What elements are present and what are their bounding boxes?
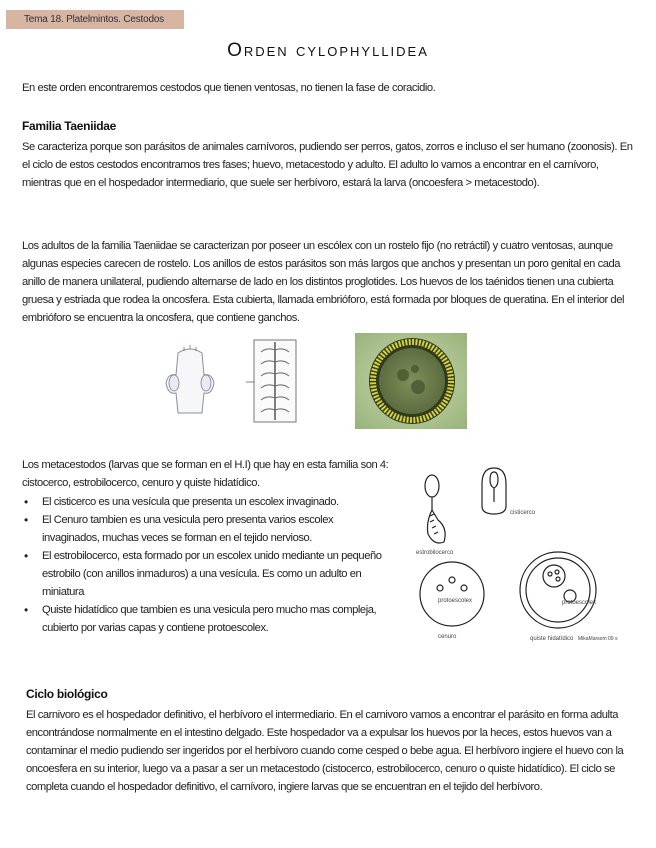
cycle-heading: Ciclo biológico bbox=[26, 687, 108, 701]
label-quiste: quiste hidatídico bbox=[530, 636, 574, 642]
metacestodes-intro: Los metacestodos (larvas que se forman en el H.I) que hay en esta familia son 4: cistocerco, estrobilocerco, cenuro y quiste hidatídico. bbox=[22, 459, 389, 489]
metacestodes-list bbox=[22, 493, 392, 637]
topic-chip: Tema 18. Platelmintos. Cestodos bbox=[6, 10, 184, 29]
family-heading: Familia Taeniidae bbox=[22, 119, 117, 133]
family-paragraph-2: Los adultos de la familia Taeniidae se caracterizan por poseer un escólex con un rostelo fijo (no retráctil) y cuatro ventosas, aunque algunas especies carecen de rostelo. Los anillos de estos parásitos son más largos que anchos y presentan un poro genital en cada anillo de manera unilateral, pudiendo alternarse de lado en los distintos proglotides. Los huevos de los taénidos tienen una cubierta gruesa y estriada que rodea la oncosfera. Esta cubierta, llamada embrióforo, está formada por bloques de queratina. En el interior del embrióforo se encuentra la oncosfera, que contiene ganchos. bbox=[22, 240, 625, 324]
egg-micrograph bbox=[355, 333, 467, 429]
page-title: Orden cylophyllidea bbox=[227, 40, 429, 61]
list-item: • El cisticerco es una vesícula que presenta un escolex invaginado. bbox=[22, 493, 392, 511]
list-item: • El estrobilocerco, esta formado por un escolex unido mediante un pequeño estrobilo (con anillos inmaduros) a una vesícula. Es como un adulto en miniatura bbox=[22, 547, 392, 601]
label-estrobilocerco: estrobilocerco bbox=[416, 550, 454, 556]
proglottid-illustration bbox=[240, 336, 310, 426]
list-item: • Quiste hidatídico que tambien es una vesicula pero mucho mas compleja, cubierto por varias capas y contiene protoescolex. bbox=[22, 601, 392, 637]
label-protoescolex: protoescolex bbox=[438, 598, 473, 604]
family-paragraph-1: Se caracteriza porque son parásitos de animales carnívoros, pudiendo ser perros, gatos, zorros e incluso el ser humano (zoonosis). En el ciclo de estos cestodos encontramos tres fases; huevo, metacestodo y adulto. El adulto lo vamos a encontrar en el carnívoro, mientras que en el hospedador intermediario, que suele ser herbívoro, estará la larva (oncoesfera > metacestodo). bbox=[22, 141, 633, 189]
metacestodes-diagram bbox=[412, 462, 620, 646]
scolex-illustration bbox=[160, 345, 220, 415]
intro-paragraph: En este orden encontraremos cestodos que tienen ventosas, no tienen la fase de coracidio. bbox=[22, 82, 436, 94]
label-cenuro: cenuro bbox=[438, 634, 457, 640]
figure-credit: MikaMarsom 09 s bbox=[578, 636, 618, 642]
cycle-paragraph: El carnivoro es el hospedador definitivo, el herbívoro el intermediario. En el carnivoro vamos a encontrar el parásito en forma adulta encontrándose normalmente en el intestino delgado. Este hospedador va a expulsar los huevos por la heces, estos huevos van a contaminar el medio pudiendo ser ingeridos por el herbívoro cuando come cesped o bebe agua. El herbívoro ingiere el huevo con la oncoesfera en su interior, luego va a pasar a ser un metacestodo (cistocerco, estrobilocerco, cenuro o quiste hidatídico). El ciclo se completa cuando el hospedador definitivo, el carnívoro, ingiere larvas que se encuentran en el tejido del herbívoro. bbox=[26, 709, 624, 793]
list-item: • El Cenuro tambien es una vesicula pero presenta varios escolex invaginados, muchas veces se forman en el tejido nervioso. bbox=[22, 511, 392, 547]
label-cisticerco: cisticerco bbox=[510, 510, 536, 516]
label-protoescolex-2: protoescolex bbox=[562, 600, 597, 606]
